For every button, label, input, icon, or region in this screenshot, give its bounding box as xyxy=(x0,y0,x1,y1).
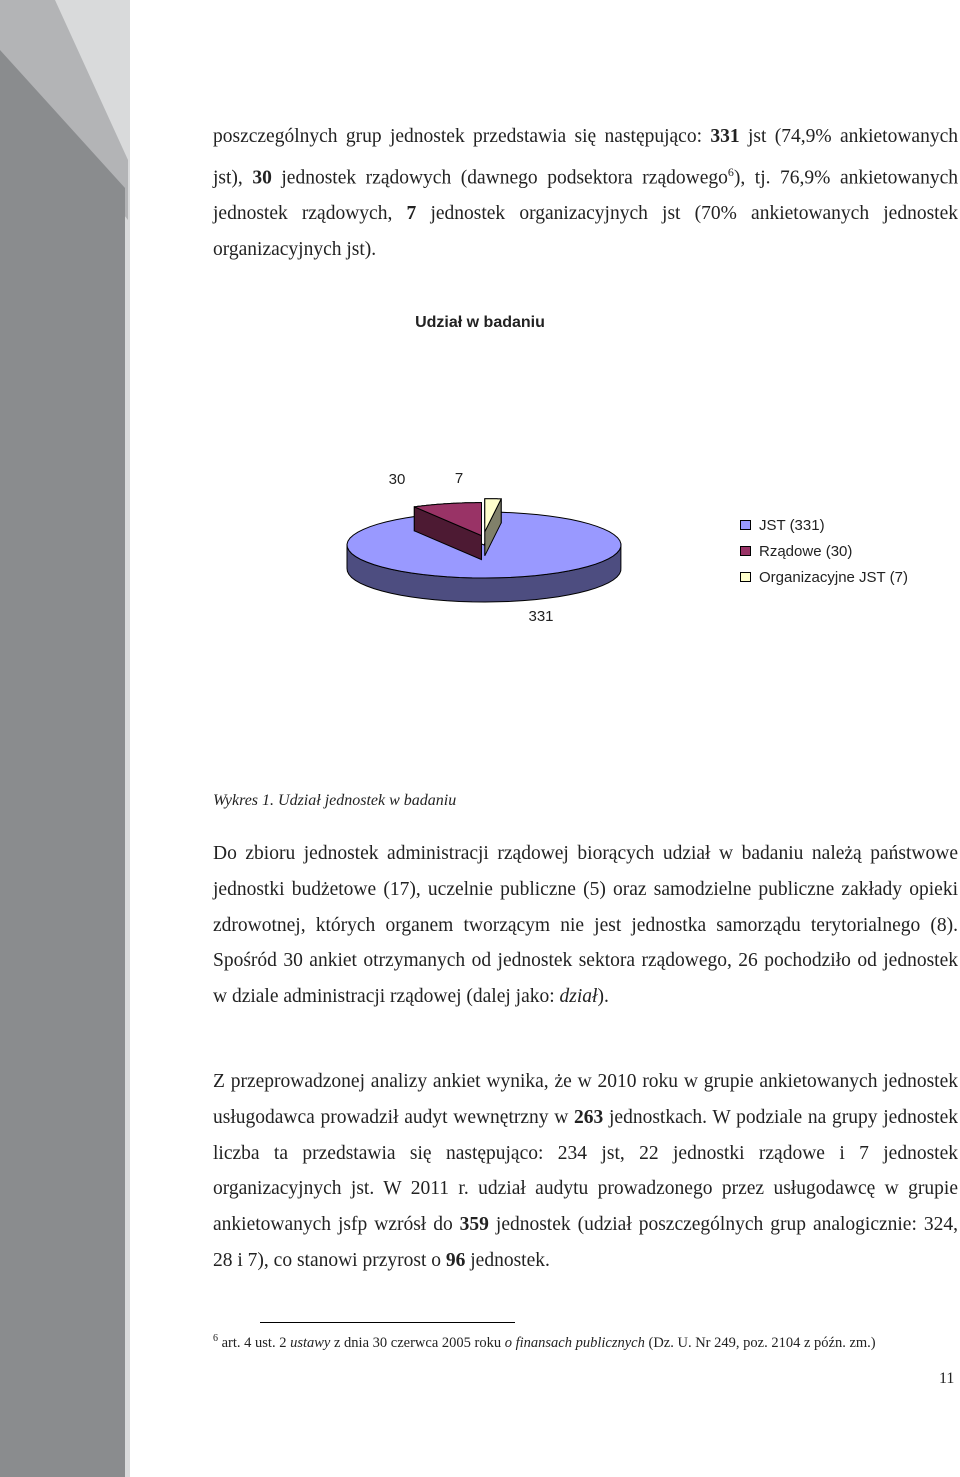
data-label: 331 xyxy=(528,608,554,625)
emphasis: dział xyxy=(559,986,598,1008)
text: jst (74,9% ankietowanych jst), xyxy=(213,126,958,189)
legend-swatch xyxy=(740,520,751,530)
footnote-ref: 6 xyxy=(727,164,734,179)
text: jednostek (udział poszczególnych grup analogicznie: 324, 28 i 7), co stanowi przyrost o xyxy=(213,1214,958,1271)
data-label: 7 xyxy=(454,470,464,487)
data-label: 30 xyxy=(388,471,406,488)
footnote-number: 6 xyxy=(213,1333,218,1344)
legend-label: Rządowe (30) xyxy=(759,542,853,560)
bold-number: 96 xyxy=(445,1249,466,1271)
legend-swatch xyxy=(740,546,751,556)
bold-number: 331 xyxy=(710,126,740,147)
text: ), tj. 76,9% ankietowanych jednostek rządowych, xyxy=(213,167,958,225)
text: jednostek. xyxy=(465,1249,550,1271)
legend-swatch xyxy=(740,572,751,582)
legend-item-jst xyxy=(740,512,908,538)
legend-item-rzadowe xyxy=(740,538,908,564)
text: art. 4 ust. 2 xyxy=(218,1334,291,1351)
text: jednostkach. W podziale na grupy jednostek liczba ta przedstawia się następująco: 234 jst, 22 jednostki rządowe i 7 jednostek organizacyjnych jst. W 2011 r. udział audytu prowadzonego przez usługodawcę w grupie ankietowanych jsfp wzrósł do xyxy=(213,1106,958,1236)
text: (Dz. U. Nr 249, poz. 2104 z późn. zm.) xyxy=(644,1334,876,1351)
legend-label: JST (331) xyxy=(759,516,825,534)
text: jednostek organizacyjnych jst (70% ankietowanych jednostek organizacyjnych jst). xyxy=(213,203,959,260)
page-number: 11 xyxy=(939,1370,955,1387)
chart-title: Udział w badaniu xyxy=(415,314,545,331)
bold-number: 263 xyxy=(574,1106,604,1128)
text: ). xyxy=(597,986,609,1008)
emphasis: ustawy xyxy=(290,1334,331,1351)
text: z dnia 30 czerwca 2005 roku xyxy=(330,1334,505,1351)
emphasis: o finansach publicznych xyxy=(504,1334,645,1351)
bold-number: 7 xyxy=(406,203,417,225)
legend-item-organizacyjne xyxy=(740,564,908,590)
pie-slice xyxy=(347,512,621,578)
chart-legend xyxy=(740,512,908,590)
bold-number: 30 xyxy=(252,167,272,189)
text: poszczególnych grup jednostek przedstawia się następująco: xyxy=(213,126,711,147)
footnote xyxy=(213,1333,876,1352)
text: jednostek rządowych (dawnego podsektora rządowego xyxy=(271,167,728,189)
bold-number: 359 xyxy=(459,1214,489,1236)
paragraph-composition xyxy=(213,836,958,1015)
text: Do zbioru jednostek administracji rządowej biorących udział w badaniu należą państwowe jednostki budżetowe (17), uczelnie publiczne (5) oraz samodzielne publiczne zakłady opieki zdrowotnej, których organem tworzącym nie jest jednostka samorządu terytorialnego (8). Spośród 30 ankiet otrzymanych od jednostek sektora rządowego, 26 pochodziło od jednostek w dziale administracji rządowej (dalej jako: xyxy=(213,843,958,1008)
text: Z przeprowadzonej analizy ankiet wynika, że w 2010 roku w grupie ankietowanych jednostek usługodawca prowadził audyt wewnętrzny w xyxy=(213,1071,958,1128)
figure-caption: Wykres 1. Udział jednostek w badaniu xyxy=(213,792,457,809)
footnote-separator xyxy=(260,1322,515,1323)
legend-label: Organizacyjne JST (7) xyxy=(759,568,908,586)
paragraph-analysis xyxy=(213,1064,958,1279)
